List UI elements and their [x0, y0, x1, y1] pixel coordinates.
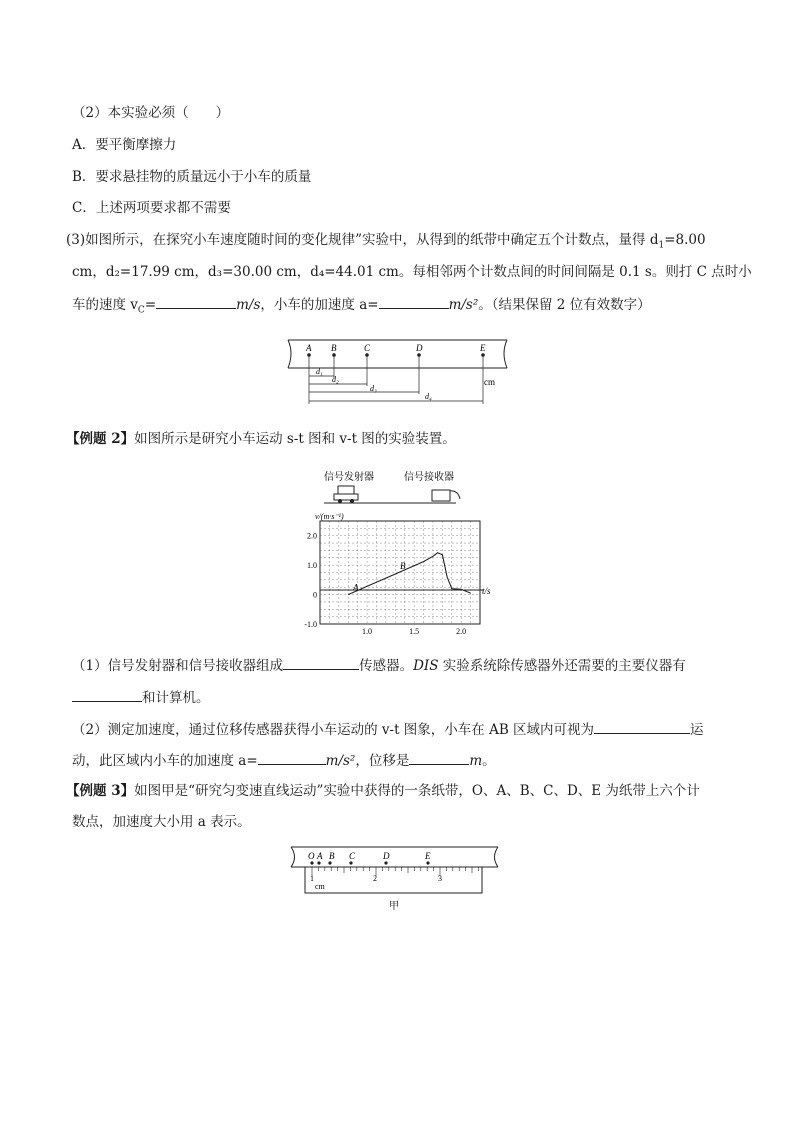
transmitter-device — [338, 486, 354, 494]
answer-blank-vc[interactable] — [156, 294, 236, 309]
q2-1-line1: （1）信号发射器和信号接收器组成 传感器。DIS 实验系统除传感器外还需要的主要仪器有 — [72, 655, 686, 675]
point-a — [317, 861, 320, 864]
label-a: A — [317, 851, 323, 861]
point-e — [426, 861, 429, 864]
q2-1-line2: 和计算机。 — [72, 687, 210, 707]
label-o: O — [308, 851, 315, 861]
y-tick-label: -1.0 — [304, 620, 317, 629]
point-b — [328, 861, 331, 864]
label-e: E — [480, 343, 486, 353]
answer-blank-instrument[interactable] — [72, 687, 142, 702]
answer-blank-displacement[interactable] — [409, 750, 469, 765]
q3-line2: cm，d₂=17.99 cm，d₃=30.00 cm，d₄=44.01 cm。每相邻两个计数点间的时间间隔是 0.1 s。则打 C 点时小 — [72, 264, 752, 280]
x-tick-label: 1.5 — [409, 627, 420, 636]
tape-figure — [285, 338, 515, 408]
y-axis-label: v/(m·s⁻¹) — [315, 512, 344, 521]
label-d: D — [383, 851, 390, 861]
q2-option-a: A．要平衡摩擦力 — [72, 137, 177, 153]
ruler-tape-figure — [288, 845, 502, 915]
ex3-line1: 【例题 3】如图甲是“研究匀变速直线运动”实验中获得的一条纸带，O、A、B、C、D、E 为纸带上六个计 — [66, 783, 700, 799]
ruler-tape-points — [310, 861, 429, 864]
receiver-device — [432, 490, 450, 501]
x-axis-label: t/s — [482, 586, 491, 596]
ruler-num-1: 1 — [310, 874, 314, 883]
ruler-num-2: 2 — [373, 874, 377, 883]
transmitter-label: 信号发射器 — [324, 472, 374, 483]
dim-d4: d₄ — [425, 392, 432, 401]
label-e: E — [425, 851, 431, 861]
label-b: B — [331, 343, 337, 353]
q2-2-line1: （2）测定加速度，通过位移传感器获得小车运动的 v-t 图象，小车在 AB 区域内可视为 运 — [72, 719, 704, 739]
answer-blank-motion[interactable] — [594, 719, 690, 734]
x-tick-label: 1.0 — [362, 627, 373, 636]
cart — [334, 494, 358, 500]
label-d: D — [416, 343, 423, 353]
q3-line3: 车的速度 $v_C= m/s$，小车的加速度 a= m/s²。（结果保留 2 位有效数字） — [72, 294, 651, 320]
q2-option-c: C．上述两项要求都不需要 — [72, 200, 231, 216]
ex3-line2: 数点，加速度大小用 a 表示。 — [72, 814, 251, 830]
q3-line1: (3)如图所示，在探究小车速度随时间的变化规律”实验中，从得到的纸带中确定五个计数点，量得 $d_1=8.00$ — [66, 232, 706, 251]
q2-2-line2: 动，此区域内小车的加速度 a= m/s²，位移是 m。 — [72, 750, 496, 770]
answer-blank-accel[interactable] — [258, 750, 326, 765]
dim-d1: d₁ — [316, 367, 323, 376]
vt-curve — [348, 553, 470, 595]
ex2-line: 【例题 2】如图所示是研究小车运动 s-t 图和 v-t 图的实验装置。 — [66, 431, 456, 447]
ruler — [305, 867, 482, 893]
label-c: C — [349, 851, 356, 861]
q2-option-b: B．要求悬挂物的质量远小于小车的质量 — [72, 169, 312, 185]
q2-stem: （2）本实验必须（ ） — [72, 105, 230, 121]
dim-d2: d₂ — [332, 375, 339, 384]
y-tick-label: 0 — [313, 590, 317, 600]
receiver-label: 信号接收器 — [404, 472, 454, 483]
point-o — [310, 861, 313, 864]
label-a: A — [306, 343, 312, 353]
y-tick-label: 2.0 — [307, 531, 317, 541]
ruler-unit: cm — [315, 882, 325, 891]
figure-caption: 甲 — [389, 901, 399, 912]
y-tick-label: 1.0 — [307, 561, 317, 571]
point-a-label: A — [352, 582, 359, 593]
point-b-label: B — [400, 560, 406, 571]
ruler-num-3: 3 — [438, 874, 442, 883]
label-b: B — [329, 851, 335, 861]
answer-blank-a[interactable] — [379, 294, 449, 309]
vt-figure — [296, 466, 508, 638]
label-c: C — [364, 343, 371, 353]
unit-cm: cm — [484, 377, 495, 387]
point-d — [384, 861, 387, 864]
axis-ticks — [304, 532, 466, 636]
x-tick-label: 2.0 — [456, 627, 467, 636]
dim-d3: d₃ — [370, 384, 377, 393]
answer-blank-sensor[interactable] — [283, 655, 359, 670]
point-c — [349, 861, 352, 864]
